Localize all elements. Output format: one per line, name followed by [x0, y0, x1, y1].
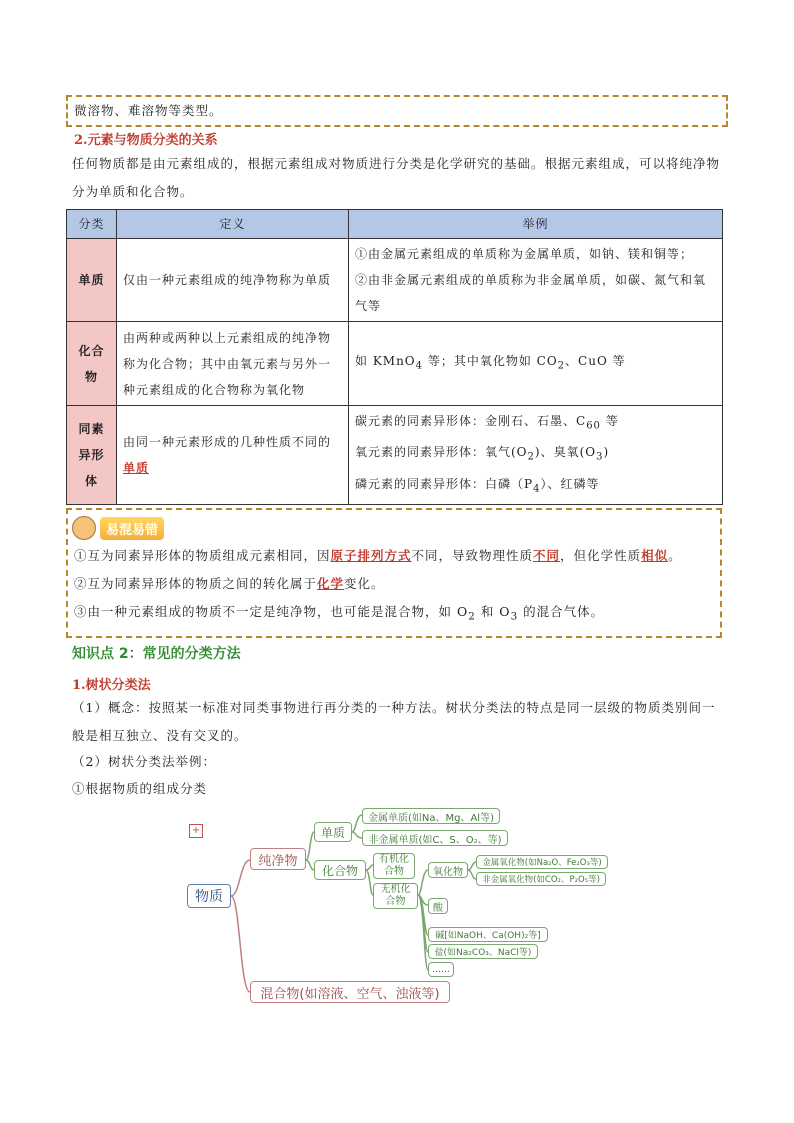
node-element: 单质	[314, 822, 352, 842]
example-line: 氧元素的同素异形体：氧气$(O_2)$、臭氧$(O_3)$	[355, 445, 610, 463]
node-pure-substance: 纯净物	[250, 848, 306, 870]
node-nonmetal-element: 非金属单质(如C、S、O₂、等)	[362, 830, 508, 846]
example-line: 磷元素的同素异形体：白磷$(P_4)$、红磷等	[355, 476, 600, 495]
kp2-sub1: 1.树状分类法	[72, 678, 151, 693]
example-line: ①由金属元素组成的单质称为金属单质，如钠、镁和铜等；	[355, 247, 694, 261]
node-mixture: 混合物(如溶液、空气、浊液等)	[250, 981, 450, 1003]
kp2-title: 知识点 2：常见的分类方法	[72, 646, 241, 662]
header-definition: 定义	[117, 210, 349, 239]
node-inorganic-compound: 无机化合物	[373, 883, 418, 909]
underlined-keyword: 单质	[123, 461, 150, 476]
kp2-para3: ①根据物质的组成分类	[72, 781, 208, 796]
tips-line: ③由一种元素组成的物质不一定是纯净物，也可能是混合物，如 $O_2$ 和 $O_3$ 的混合气体。	[74, 604, 605, 623]
node-compound: 化合物	[314, 860, 366, 880]
tips-line: ②互为同素异形体的物质之间的转化属于化学变化。	[74, 576, 385, 591]
kp2-para1: （1）概念：按照某一标准对同类事物进行再分类的一种方法。树状分类法的特点是同一层级的物质类别间一般是相互独立、没有交叉的。	[72, 700, 716, 743]
section2-paragraph: 任何物质都是由元素组成的，根据元素组成对物质进行分类是化学研究的基础。根据元素组成，可以将纯净物分为单质和化合物。	[72, 156, 721, 199]
node-nonmetal-oxide: 非金属氧化物(如CO₂、P₂O₅等)	[476, 872, 606, 886]
row-definition: 由两种或两种以上元素组成的纯净物称为化合物；其中由氧元素与另外一种元素组成的化合物称为氧化物	[117, 322, 349, 406]
row-definition: 仅由一种元素组成的纯净物称为单质	[117, 239, 349, 322]
section2-title: 2.元素与物质分类的关系	[74, 133, 218, 148]
example-line: ②由非金属元素组成的单质称为非金属单质，如碳、氮气和氧气等	[355, 273, 707, 313]
row-category: 同素异形体	[67, 406, 117, 505]
row-category: 化合物	[67, 322, 117, 406]
node-salt: 盐(如Na₂CO₃、NaCl等)	[428, 944, 538, 959]
node-more: ……	[428, 962, 454, 977]
row-category: 单质	[67, 239, 117, 322]
node-metal-element: 金属单质(如Na、Mg、Al等)	[362, 808, 500, 824]
node-metal-oxide: 金属氧化物(如Na₂O、Fe₂O₃等)	[476, 855, 608, 869]
row-definition: 由同一种元素形成的几种性质不同的单质	[117, 406, 349, 505]
kp2-para2: （2）树状分类法举例：	[72, 754, 216, 769]
node-acid: 酸	[428, 898, 448, 914]
node-substance: 物质	[187, 884, 231, 908]
header-category: 分类	[67, 210, 117, 239]
tips-tag: 易混易错	[100, 517, 164, 540]
expand-icon[interactable]: +	[189, 824, 203, 838]
header-example: 举例	[349, 210, 723, 239]
node-base: 碱[如NaOH、Ca(OH)₂等]	[428, 927, 548, 942]
tips-line: ①互为同素异形体的物质组成元素相同，因原子排列方式不同，导致物理性质不同，但化学性质相似。	[74, 548, 682, 563]
node-organic-compound: 有机化合物	[373, 853, 415, 879]
row-example: 如 KMnO$_4$ 等；其中氧化物如 $CO_2$、CuO 等	[349, 322, 723, 406]
top-note-text: 微溶物、难溶物等类型。	[74, 103, 223, 118]
example-line: 碳元素的同素异形体：金刚石、石墨、$C_{60}$ 等	[355, 414, 619, 432]
node-oxide: 氧化物	[428, 862, 468, 878]
